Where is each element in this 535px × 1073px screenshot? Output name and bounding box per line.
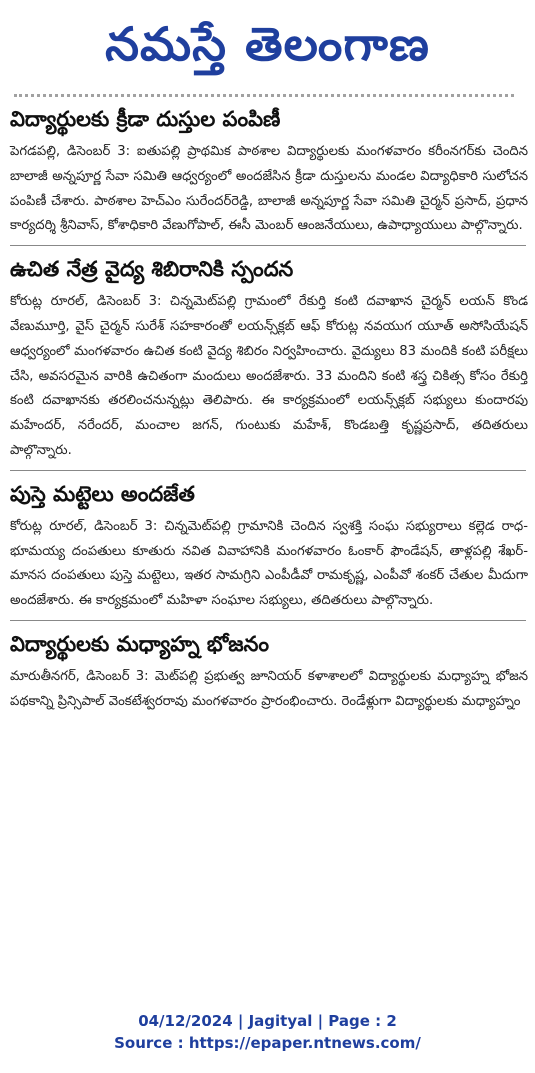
clipping-top-edge: [14, 94, 514, 101]
article-eye-camp: [10, 254, 528, 464]
masthead-title: నమస్తే తెలంగాణ: [105, 17, 430, 71]
clipping-footer: [0, 1010, 535, 1054]
source-link: Source : https://epaper.ntnews.com/: [114, 1034, 421, 1052]
article-headline: విద్యార్థులకు మధ్యాహ్న భోజనం: [10, 631, 269, 656]
edition-info: 04/12/2024 | Jagityal | Page : 2: [138, 1012, 397, 1030]
article-divider: [10, 245, 526, 246]
article-body: పెగడపల్లి, డిసెంబర్ 3: ఐతుపల్లి ప్రాథమిక పాఠశాల విద్యార్థులకు మంగళవారం కరీంనగర్‌కు చెందిన బాలాజీ అన్నపూర్ణ సేవా సమితి ఆధ్వర్యంలో అందజేసిన క్రీడా దుస్తులను మండల విద్యాధికారి సులోచన పంపిణీ చేశారు. పాఠశాల హెచ్‌ఎం సురేందర్‌రెడ్డి, బాలాజీ అన్నపూర్ణ సేవా సమితి చైర్మన్ ప్రసాద్, ప్రధాన కార్యదర్శి శ్రీనివాస్, కోశాధికారి వేణుగోపాల్, ఈసీ మెంబర్ ఆంజనేయులు, ఉపాధ్యాయులు పాల్గొన్నారు.: [10, 144, 528, 234]
article-headline: ఉచిత నేత్ర వైద్య శిబిరానికి స్పందన: [10, 257, 294, 282]
article-divider: [10, 620, 526, 621]
article-headline: విద్యార్థులకు క్రీడా దుస్తుల పంపిణీ: [10, 107, 281, 131]
article-midday-meal: [10, 629, 528, 715]
article-divider: [10, 470, 526, 471]
article-body: మారుతీనగర్, డిసెంబర్ 3: మెట్‌పల్లి ప్రభుత్వ జూనియర్ కళాశాలలో విద్యార్థులకు మధ్యాహ్న భోజన పథకాన్ని ప్రిన్సిపాల్ వెంకటేశ్వరరావు మంగళవారం ప్రారంభించారు. రెండేళ్లుగా విద్యార్థులకు మధ్యాహ్నం: [10, 668, 528, 709]
news-clipping: [10, 104, 528, 721]
article-body: కోరుట్ల రూరల్, డిసెంబర్ 3: చిన్నమెట్‌పల్లి గ్రామానికి చెందిన స్వశక్తి సంఘ సభ్యురాలు కల్లెడ రాధ-భూమయ్య దంపతులు కూతురు నవిత వివాహానికి మంగళవారం ఓంకార్ ఫౌండేషన్, తాళ్లపల్లి శేఖర్-మానస దంపతులు పుస్తె మట్టెలు, ఇతర సామగ్రిని ఎంపీడీవో రామకృష్ణ, ఎంపీవో శంకర్ చేతుల మీదుగా అందజేశారు. ఈ కార్యక్రమంలో మహిళా సంఘాల సభ్యులు, తదితరులు పాల్గొన్నారు.: [10, 518, 528, 609]
newspaper-masthead: [0, 0, 535, 88]
article-sports-uniforms: [10, 104, 528, 239]
article-wedding-items: [10, 479, 528, 614]
article-body: కోరుట్ల రూరల్, డిసెంబర్ 3: చిన్నమెట్‌పల్లి గ్రామంలో రేకుర్తి కంటి దవాఖాన చైర్మన్ లయన్ కొండ వేణుమూర్తి, వైస్ చైర్మన్ సురేశ్ సహకారంతో లయన్స్‌క్లబ్ ఆఫ్ కోరుట్ల నవయుగ యూత్ అసోసియేషన్ ఆధ్వర్యంలో మంగళవారం ఉచిత కంటి వైద్య శిబిరం నిర్వహించారు. వైద్యులు 83 మందికి కంటి పరీక్షలు చేసి, అవసరమైన వారికి ఉచితంగా మందులు అందజేశారు. 33 మందిని కంటి శస్త్ర చికిత్స కోసం రేకుర్తి కంటి దవాఖానకు తరలించనున్నట్లు తెలిపారు. ఈ కార్యక్రమంలో లయన్స్‌క్లబ్ సభ్యులు కుందారపు మహేందర్, నరేందర్, మంచాల జగన్, గుంటుకు మహేశ్, కొండబత్తి కృష్ణప్రసాద్, తదితరులు పాల్గొన్నారు.: [10, 294, 528, 458]
article-headline: పుస్తె మట్టెలు అందజేత: [10, 481, 195, 506]
